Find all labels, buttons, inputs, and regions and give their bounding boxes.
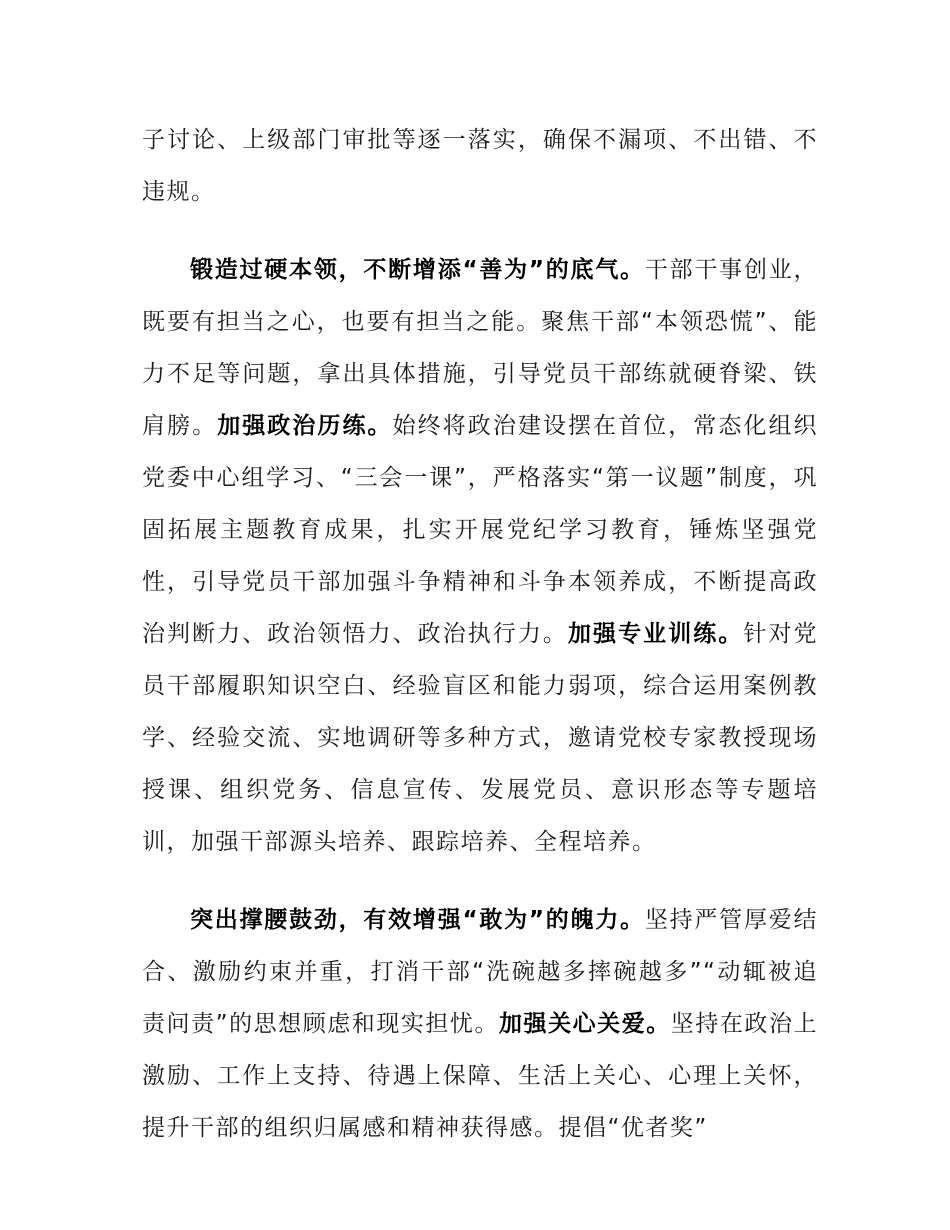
paragraph-text: 干部干事创业，既要有担当之心，也要有担当之能。聚焦干部“本领恐慌”、能力不足等问题，拿出具体措施，引导党员干部练就硬脊梁、铁肩膀。 (142, 257, 818, 439)
paragraph-text: 坚持严管厚爱结合、激励约束并重，打消干部“洗碗越多摔碗越多”“动辄被追责问责”的思想顾虑和现实担忧。 (142, 907, 818, 1037)
document-body (142, 114, 818, 1154)
subheading-professional-training: 加强专业训练。 (567, 621, 744, 647)
paragraph-continuation (142, 114, 818, 218)
paragraph-shanwei (142, 244, 818, 868)
paragraph-text: 始终将政治建设摆在首位，常态化组织党委中心组学习、“三会一课”，严格落实“第一议题”制度，巩固拓展主题教育成果，扎实开展党纪学习教育，锤炼坚强党性，引导党员干部加强斗争精神和斗争本领养成，不断提高政治判断力、政治领悟力、政治执行力。 (142, 413, 819, 647)
subheading-care: 加强关心关爱。 (499, 1011, 671, 1037)
subheading-political-training: 加强政治历练。 (217, 413, 393, 439)
paragraph-heading: 锻造过硬本领，不断增添“善为”的底气。 (190, 257, 645, 283)
paragraph-text: 针对党员干部履职知识空白、经验盲区和能力弱项，综合运用案例教学、经验交流、实地调研等多种方式，邀请党校专家教授现场授课、组织党务、信息宣传、发展党员、意识形态等专题培训，加强干部源头培养、跟踪培养、全程培养。 (142, 621, 819, 855)
paragraph-text: 坚持在政治上激励、工作上支持、待遇上保障、生活上关心、心理上关怀，提升干部的组织归属感和精神获得感。提倡“优者奖” (142, 1011, 818, 1141)
paragraph-text: 子讨论、上级部门审批等逐一落实，确保不漏项、不出错、不违规。 (142, 127, 818, 205)
paragraph-ganwei (142, 894, 818, 1154)
paragraph-heading: 突出撑腰鼓劲，有效增强“敢为”的魄力。 (190, 907, 645, 933)
